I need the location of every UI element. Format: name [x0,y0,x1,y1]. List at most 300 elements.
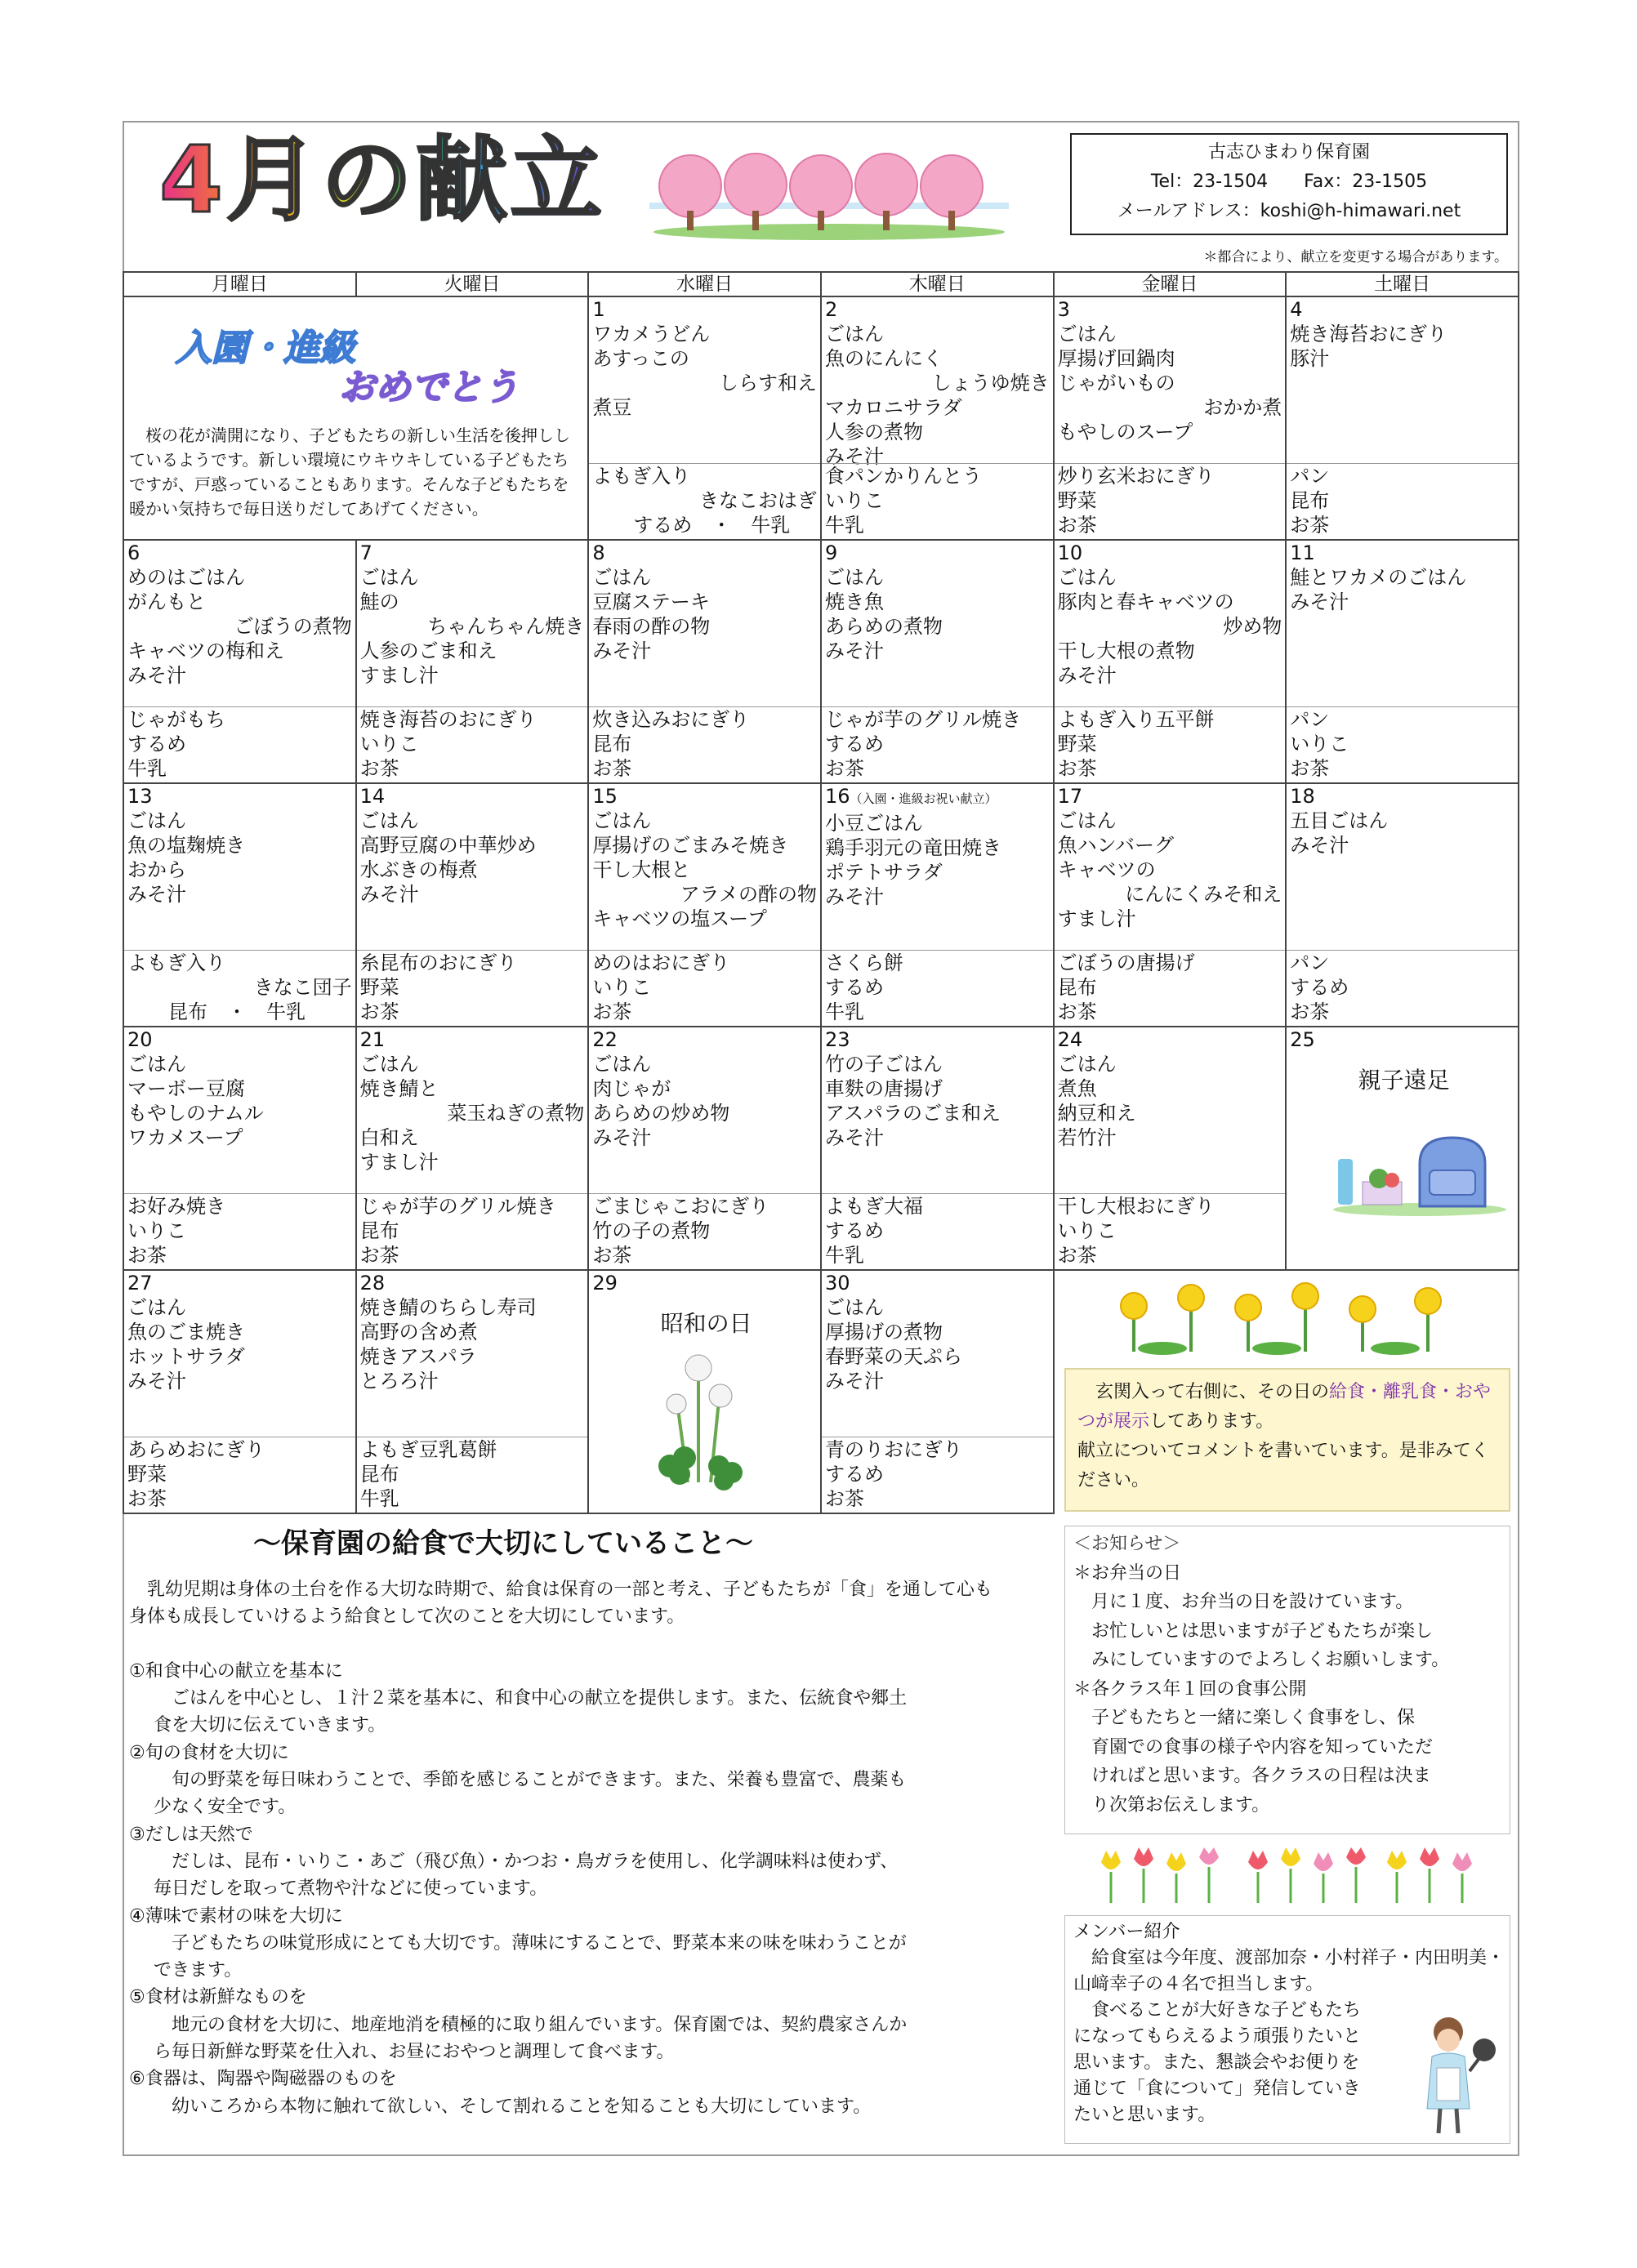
day-menu [124,541,355,704]
calendar-day [1054,296,1287,540]
snack-menu [1287,463,1518,539]
day-menu [357,1271,588,1434]
snack-menu [357,950,588,1026]
day-number-value: 29 [592,1272,618,1294]
notice-line: 月に１度、お弁当の日を設けています。 [1073,1592,1414,1612]
snack-item: 焼き海苔のおにぎり [359,708,537,731]
snack-item: するめ [824,1219,884,1242]
menu-item: 若竹汁 [1057,1126,1117,1149]
day-menu [822,541,1053,704]
day-number-value: 16 [824,785,850,808]
day-number-value: 8 [592,541,605,564]
day-menu [589,1027,820,1191]
weekday-header: 月曜日 [123,272,356,296]
snack-item: ごまじゃこおにぎり [592,1195,769,1218]
day-number-value: 13 [127,785,153,808]
day-number [1058,541,1286,565]
notice-line: ければと思います。各クラスの日程は決ま [1073,1766,1431,1786]
snack-item: するめ [127,733,186,755]
snack-item: きなこおはぎ [698,489,817,512]
menu-item: 厚揚げのごまみそ焼き [592,834,789,857]
calendar-day [588,296,821,540]
menu-item: すまし汁 [1057,907,1136,930]
snack-item: 昆布 [359,1463,399,1486]
calendar-day [1054,1027,1287,1270]
menu-item: 車麩の唐揚げ [824,1077,943,1100]
member-line: 思います。また、懇談会やお便りを [1073,2052,1360,2073]
calendar-day [1286,783,1519,1027]
day-number-value: 21 [359,1028,386,1051]
snack-item: 炒り玄米おにぎり [1057,465,1215,488]
info-text-c: してあります。 [1149,1411,1274,1432]
snack-item: お茶 [127,1487,167,1510]
snack-menu [357,1193,588,1269]
day-number-value: 4 [1290,298,1303,321]
policy-text [129,1576,1044,2120]
day-number-value: 25 [1290,1028,1315,1051]
day-number-value: 3 [1057,298,1070,321]
day-number-value: 17 [1057,785,1083,808]
snack-item: パン [1290,951,1330,974]
policy-line: ら毎日新鮮な野菜を仕入れ、お昼におやつと調理して食べます。 [154,2042,675,2063]
menu-item: ホットサラダ [127,1345,245,1368]
calendar-day [821,1270,1054,1513]
tel-fax: Tel：23-1504 Fax：23-1505 [1150,172,1428,192]
menu-item: 魚ハンバーグ [1057,834,1174,857]
menu-item: 焼き鯖のちらし寿司 [359,1296,537,1319]
dandelion-illustration [1117,1278,1461,1360]
day-number [825,541,1053,565]
menu-item: にんにくみそ和え [1125,883,1282,906]
menu-item: マカロニサラダ [824,396,962,419]
policy-line: 食を大切に伝えていきます。 [154,1715,386,1736]
calendar-day [123,1027,356,1270]
calendar-day [821,783,1054,1027]
menu-item: 厚揚げ回鍋肉 [1057,347,1175,370]
menu-item: みそ汁 [1290,834,1349,857]
menu-item: 炒め物 [1223,615,1282,638]
member-line: たいと思います。 [1073,2105,1216,2125]
menu-item: 鶏手羽元の竜田焼き [824,836,1001,859]
snack-item: 昆布 [1057,976,1097,999]
notice-line: ＜お知らせ＞ [1073,1534,1181,1554]
menu-item: みそ汁 [824,885,884,908]
calendar-day [821,1027,1054,1270]
menu-item: 厚揚げの煮物 [824,1321,943,1343]
day-number-value: 1 [592,298,605,321]
menu-item: あらめの煮物 [824,615,943,638]
day-menu [589,541,820,704]
menu-item: ワカメスープ [127,1126,243,1149]
cherry-trees-illustration [649,145,1009,243]
org-name: 古志ひまわり保育園 [1207,142,1370,163]
day-menu [1287,541,1518,704]
display-info-box [1064,1368,1510,1512]
calendar-day [821,540,1054,783]
menu-item: もやしのナムル [127,1102,264,1125]
snack-item: 野菜 [127,1463,167,1486]
menu-item: ごはん [127,809,186,832]
day-menu [357,1027,588,1191]
snack-menu [124,950,355,1026]
snack-item: いりこ [1290,733,1349,755]
day-number [825,784,1053,811]
calendar-week [123,783,1519,1027]
menu-item: 焼き魚 [824,590,884,613]
snack-item: お茶 [1290,757,1330,780]
policy-line: 毎日だしを取って煮物や汁などに使っています。 [154,1878,548,1900]
menu-item: ポテトサラダ [824,861,943,884]
menu-item: すまし汁 [359,664,439,687]
snack-item: ごぼうの唐揚げ [1057,951,1195,974]
day-number [1290,541,1518,565]
day-number-value: 2 [824,298,838,321]
menu-item: ごはん [592,566,652,589]
member-line: 山﨑幸子の４名で担当します。 [1073,1974,1324,1994]
policy-line: 子どもたちの味覚形成にとても大切です。薄味にすることで、野菜本来の味を味わうことが [154,1932,907,1954]
snack-item: 昆布 [592,733,632,755]
snack-item: よもぎ入り [127,951,225,974]
menu-item: 豚肉と春キャベツの [1057,590,1234,613]
menu-item: 小豆ごはん [824,812,923,835]
menu-item: 鮭とワカメのごはん [1290,566,1467,589]
calendar-day [123,1270,356,1513]
snack-menu [1055,1193,1286,1269]
menu-item: 五目ごはん [1290,809,1389,832]
menu-item: アラメの酢の物 [680,883,817,906]
weekday-header: 水曜日 [588,272,821,296]
menu-item: 鮭の [359,590,399,613]
menu-item: ごはん [1057,566,1117,589]
snack-item: お茶 [1057,1244,1097,1267]
day-number-value: 24 [1057,1028,1083,1051]
weekday-header: 木曜日 [821,272,1054,296]
snack-item: お茶 [127,1244,167,1267]
policy-line: ③だしは天然で [129,1824,253,1845]
menu-item: ごぼうの煮物 [234,615,352,638]
snack-item: お茶 [592,1000,632,1023]
snack-item: 干し大根おにぎり [1057,1195,1215,1218]
welcome-heading-2: おめでとう [339,367,519,408]
snack-item: さくら餅 [824,951,903,974]
snack-menu [589,463,820,539]
menu-item: じゃがいもの [1057,372,1175,394]
snack-item: じゃがもち [127,708,225,731]
calendar-day [588,540,821,783]
notice-line: ＊各クラス年１回の食事公開 [1073,1678,1307,1700]
menu-item: すまし汁 [359,1151,439,1174]
menu-item: 魚のごま焼き [127,1321,245,1343]
snack-item: いりこ [592,976,652,999]
calendar-day [356,1270,589,1513]
day-number-value: 28 [359,1272,386,1294]
snack-menu [1055,463,1286,539]
menu-item: みそ汁 [127,664,186,687]
snack-item: 野菜 [1057,733,1097,755]
menu-item: ごはん [824,1296,884,1319]
tulip-row-illustration [1095,1847,1487,1905]
snack-item: するめ ・ 牛乳 [633,514,791,537]
snack-item: いりこ [359,733,419,755]
menu-item: 魚の塩麹焼き [127,834,245,857]
notice-line: みにしていますのでよろしくお願いします。 [1073,1650,1450,1670]
snack-item: よもぎ大福 [824,1195,923,1218]
menu-item: みそ汁 [824,1126,884,1149]
info-text-a: 玄関入って右側に、その日の [1095,1382,1330,1402]
snack-item: お茶 [1057,757,1097,780]
day-menu [822,1271,1053,1434]
menu-item: しらす和え [718,372,817,394]
day-number-value: 14 [359,785,386,808]
snack-item: 野菜 [1057,489,1097,512]
snack-item: するめ [824,976,884,999]
day-menu [822,1027,1053,1191]
snack-item: お茶 [824,757,864,780]
calendar-week [123,540,1519,783]
menu-item: みそ汁 [1290,590,1349,613]
menu-item: ごはん [127,1296,186,1319]
menu-item: ごはん [592,1053,652,1076]
cook-illustration [1409,2011,1499,2141]
snack-item: 炊き込みおにぎり [592,708,750,731]
snack-item: パン [1290,465,1330,488]
day-number [825,1027,1053,1052]
snack-item: 糸昆布のおにぎり [359,951,517,974]
day-number [1058,1027,1286,1052]
menu-item: みそ汁 [824,445,884,468]
change-note: ＊都合により、献立を変更する場合があります。 [1203,249,1508,265]
snack-item: あらめおにぎり [127,1438,265,1461]
day-number-value: 20 [127,1028,153,1051]
snack-menu [1287,950,1518,1026]
menu-item: しょうゆ焼き [931,372,1050,394]
menu-item: 春雨の酢の物 [592,615,711,638]
menu-item: マーボー豆腐 [127,1077,245,1100]
snack-item: めのはおにぎり [592,951,730,974]
day-number-value: 11 [1290,541,1315,564]
day-menu [589,784,820,947]
snack-item: よもぎ入り [592,465,691,488]
snack-item: お茶 [1057,514,1097,537]
snack-menu [822,1437,1053,1513]
day-number-value: 18 [1290,785,1315,808]
snack-item: するめ [824,1463,884,1486]
snack-menu [822,950,1053,1026]
member-line: メンバー紹介 [1073,1922,1180,1942]
welcome-heading-1: 入園・進級 [176,328,355,369]
day-number [592,541,820,565]
snack-item: 昆布 [359,1219,399,1242]
snack-item: するめ [824,733,884,755]
contact-box [1070,133,1508,235]
menu-item: みそ汁 [824,639,884,662]
snack-item: いりこ [127,1219,186,1242]
snack-item: いりこ [1057,1219,1117,1242]
menu-item: ごはん [359,566,419,589]
snack-item: するめ [1290,976,1349,999]
snack-item: お茶 [824,1487,864,1510]
notice-line: 育園での食事の様子や内容を知っていただ [1073,1736,1434,1758]
calendar-day [123,540,356,783]
day-number [592,1271,820,1295]
snack-menu [822,463,1053,539]
calendar-day [588,1027,821,1270]
snack-item: 昆布 ・ 牛乳 [168,1000,306,1023]
snack-item: 牛乳 [359,1487,399,1510]
snack-item: 牛乳 [824,1000,864,1023]
snack-menu [357,1437,588,1513]
menu-item: 人参の煮物 [824,421,923,443]
menu-item: 煮魚 [1057,1077,1097,1100]
menu-item: 白和え [359,1126,419,1149]
day-number-value: 27 [127,1272,153,1294]
menu-item: ごはん [824,566,884,589]
day-menu [124,1027,355,1191]
policy-line: ④薄味で素材の味を大切に [129,1905,343,1927]
menu-item: おかか煮 [1203,396,1282,419]
policy-line: 身体も成長していけるよう給食として次のことを大切にしています。 [129,1606,685,1628]
snack-menu [124,706,355,782]
menu-item: キャベツの梅和え [127,639,284,662]
menu-item: 煮豆 [592,396,632,419]
day-number [360,1027,588,1052]
day-menu [124,784,355,947]
menu-item: 焼き海苔おにぎり [1290,323,1447,345]
day-number [825,1271,1053,1295]
snack-menu [124,1193,355,1269]
menu-item: あらめの炒め物 [592,1102,730,1125]
day-menu [1055,297,1286,461]
day-number-value: 10 [1057,541,1083,564]
menu-item: アスパラのごま和え [824,1102,1001,1125]
menu-item: ごはん [127,1053,186,1076]
member-line: 食べることが大好きな子どもたち [1073,2000,1362,2021]
menu-item: ごはん [1057,323,1117,345]
day-number-value: 22 [592,1028,618,1051]
menu-item: みそ汁 [824,1370,884,1392]
menu-item: ごはん [359,1053,419,1076]
menu-item: みそ汁 [592,639,652,662]
day-number [592,297,820,322]
snack-item: きなこ団子 [253,976,352,999]
menu-item: 春野菜の天ぷら [824,1345,962,1368]
day-number [1058,784,1286,809]
notice-line: ＊お弁当の日 [1073,1562,1182,1584]
snack-item: 牛乳 [824,1244,864,1267]
menu-item: ごはん [1057,809,1117,832]
welcome-text: 桜の花が満開になり、子どもたちの新しい生活を後押ししているようです。新しい環境にウキウキしている子どもたちですが、戸惑っていることもあります。そんな子どもたちを暖かい気持ちで毎日送りだしてあげてください。 [129,426,570,519]
notice-line: お忙しいとは思いますが子どもたちが楽し [1073,1620,1434,1642]
menu-item: みそ汁 [127,883,186,906]
snack-item: お茶 [359,757,399,780]
snack-item: お茶 [359,1000,399,1023]
policy-line: ①和食中心の献立を基本に [129,1660,343,1682]
snack-menu [589,950,820,1026]
menu-item: めのはごはん [127,566,245,589]
calendar-day [1054,783,1287,1027]
menu-item: ちゃんちゃん焼き [427,615,585,638]
day-number-value: 7 [359,541,372,564]
email: メールアドレス：koshi@h-himawari.net [1117,201,1461,221]
snack-menu [822,706,1053,782]
day-menu [1055,1027,1286,1191]
day-number [127,1271,355,1295]
day-number-value: 9 [824,541,838,564]
day-menu [822,784,1053,947]
snack-menu [822,1193,1053,1269]
day-number [825,297,1053,322]
menu-item: 焼き鯖と [359,1077,439,1100]
snack-item: よもぎ入り五平餅 [1057,708,1215,731]
day-number [592,1027,820,1052]
notice-line: 子どもたちと一緒に楽しく食事をし、保 [1073,1708,1416,1728]
calendar-day [123,783,356,1027]
day-number [1290,784,1518,809]
menu-item: みそ汁 [359,883,419,906]
day-number-value: 15 [592,785,618,808]
day-number-value: 23 [824,1028,850,1051]
info-text-d: 献立についてコメントを書いています。是非みてください。 [1077,1441,1489,1490]
snack-item: 野菜 [359,976,399,999]
day-number-value: 30 [824,1272,850,1294]
day-number [360,541,588,565]
menu-item: 焼きアスパラ [359,1345,477,1368]
day-menu [1287,784,1518,947]
menu-item: 干し大根と [592,858,691,881]
menu-item: ごはん [592,809,652,832]
menu-item: あすっこの [592,347,689,370]
menu-item: 魚のにんにく [824,347,943,370]
policy-line: 乳幼児期は身体の土台を作る大切な時期で、給食は保育の一部と考え、子どもたちが「食」を通して心も [129,1580,992,1600]
clover-flower-illustration [637,1343,760,1499]
policy-line [129,1631,1044,1658]
weekday-header: 金曜日 [1054,272,1287,296]
day-menu [589,297,820,461]
calendar-day [356,783,589,1027]
snack-menu [1055,950,1286,1026]
snack-item: お茶 [1290,514,1330,537]
snack-item: よもぎ豆乳葛餅 [359,1438,497,1461]
snack-menu [1287,706,1518,782]
snack-menu [124,1437,355,1513]
menu-item: みそ汁 [1057,664,1117,687]
day-note: （入園・進級お祝い献立） [850,791,997,806]
menu-item: とろろ汁 [359,1370,439,1392]
snack-item: 牛乳 [824,514,864,537]
day-menu [357,784,588,947]
menu-item: ごはん [1057,1053,1117,1076]
calendar-week [123,1027,1519,1270]
page-title: 4月の献立 [159,127,605,234]
member-line: になってもらえるよう頑張りたいと [1073,2026,1362,2047]
policy-line: だしは、昆布・いりこ・あご（飛び魚）・かつお・鳥ガラを使用し、化学調味料は使わず、 [154,1851,899,1872]
snack-item: 竹の子の煮物 [592,1219,711,1242]
notice-line: り次第お伝えします。 [1073,1794,1270,1816]
menu-item: キャベツの塩スープ [592,907,767,930]
calendar-day [356,1027,589,1270]
menu-item: 肉じゃが [592,1077,671,1100]
snack-item: お茶 [1290,1000,1330,1023]
snack-item: 青のりおにぎり [824,1438,962,1461]
day-number [360,1271,588,1295]
snack-item: 昆布 [1290,489,1330,512]
menu-item: 水ぶきの梅煮 [359,858,478,881]
menu-item: 豚汁 [1290,347,1330,370]
menu-item: 高野の含め煮 [359,1321,478,1343]
snack-menu [589,706,820,782]
day-number [127,541,355,565]
menu-item: ワカメうどん [592,323,711,345]
